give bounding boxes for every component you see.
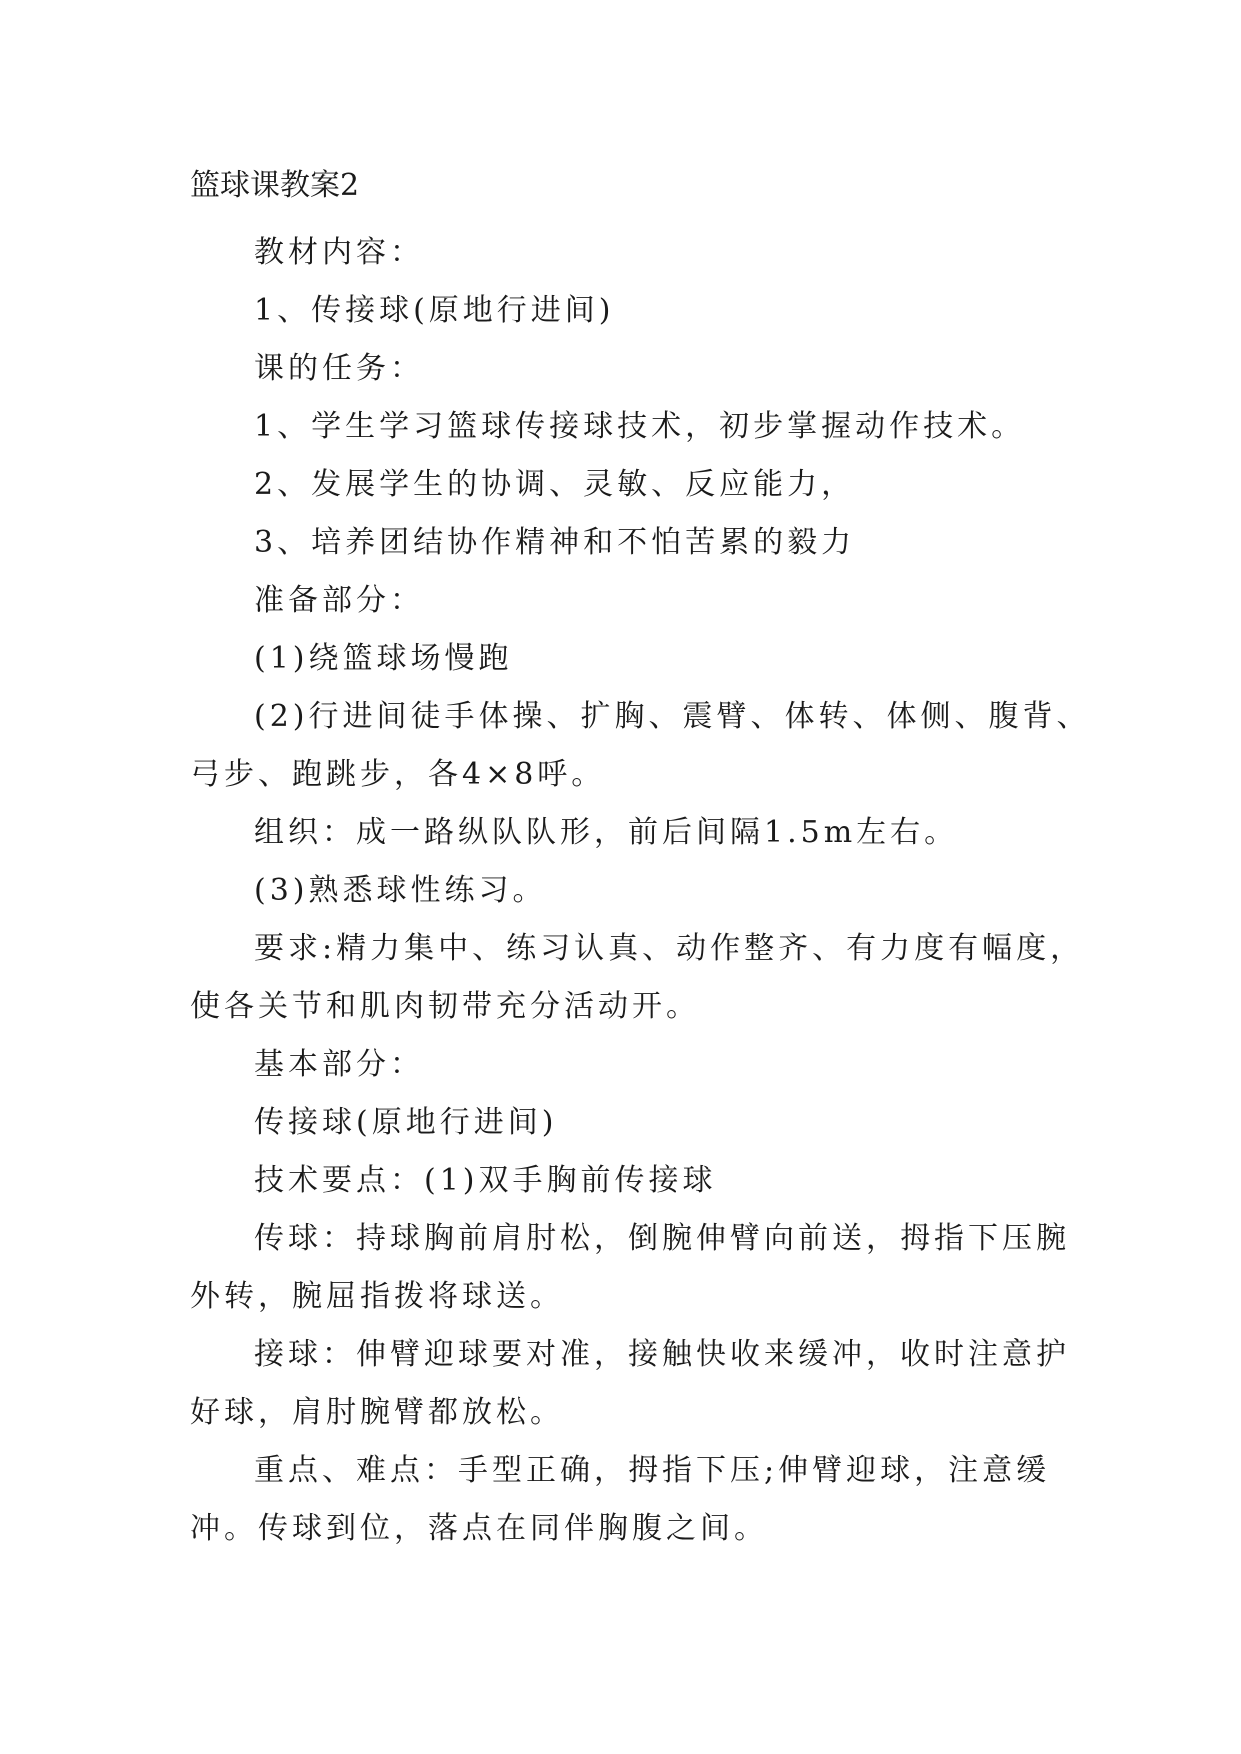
paragraph-line: 技术要点：(1)双手胸前传接球 [254, 1163, 717, 1198]
document-body [190, 224, 1091, 1558]
paragraph-line: 要求:精力集中、练习认真、动作整齐、有力度有幅度， [254, 931, 1085, 966]
paragraph-line: 重点、难点：手型正确，拇指下压;伸臂迎球，注意缓 [254, 1453, 1051, 1488]
paragraph-line: (2)行进间徒手体操、扩胸、震臂、体转、体侧、腹背、 [254, 699, 1091, 734]
paragraph-line: 使各关节和肌肉韧带充分活动开。 [190, 989, 700, 1024]
paragraph-line: 教材内容： [254, 235, 424, 270]
paragraph-line: 传球：持球胸前肩肘松，倒腕伸臂向前送，拇指下压腕 [254, 1221, 1070, 1256]
paragraph-line: 好球，肩肘腕臂都放松。 [190, 1395, 564, 1430]
paragraph-line: (1)绕篮球场慢跑 [254, 641, 513, 676]
paragraph-line: (3)熟悉球性练习。 [254, 873, 547, 908]
paragraph-line: 接球：伸臂迎球要对准，接触快收来缓冲，收时注意护 [254, 1337, 1070, 1372]
paragraph-line: 2、发展学生的协调、灵敏、反应能力， [254, 467, 856, 502]
paragraph-line: 准备部分： [254, 583, 424, 618]
paragraph-line: 课的任务： [254, 351, 424, 386]
document-title: 篮球课教案2 [190, 168, 360, 203]
paragraph-line: 组织：成一路纵队队形，前后间隔1.5m左右。 [254, 815, 959, 850]
paragraph-line: 弓步、跑跳步，各4×8呼。 [190, 757, 606, 792]
paragraph-line: 3、培养团结协作精神和不怕苦累的毅力 [254, 525, 856, 560]
paragraph-line: 外转，腕屈指拨将球送。 [190, 1279, 564, 1314]
paragraph-line: 1、学生学习篮球传接球技术，初步掌握动作技术。 [254, 409, 1026, 444]
paragraph-line: 冲。传球到位，落点在同伴胸腹之间。 [190, 1511, 768, 1546]
paragraph-line: 传接球(原地行进间) [254, 1105, 558, 1140]
paragraph-line: 基本部分： [254, 1047, 424, 1082]
paragraph-line: 1、传接球(原地行进间) [254, 293, 615, 328]
